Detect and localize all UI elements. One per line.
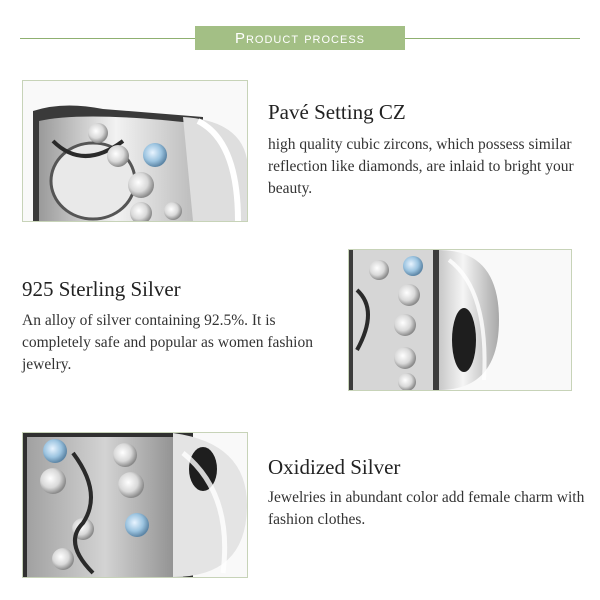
oxidized-silver-title: Oxidized Silver — [268, 455, 401, 479]
header-title: Product process — [234, 29, 365, 47]
charm-oxidized-image — [23, 433, 247, 577]
oxidized-silver-photo — [22, 432, 248, 578]
charm-closeup-image — [23, 81, 247, 221]
pave-setting-title: Pavé Setting CZ — [268, 100, 406, 124]
header-divider-right — [405, 38, 580, 39]
sterling-silver-photo — [348, 249, 572, 391]
sterling-silver-title: 925 Sterling Silver — [22, 277, 181, 301]
sterling-silver-description: An alloy of silver containing 92.5%. It is completely safe and popular as women fashion jewelry. — [22, 312, 313, 373]
pave-setting-photo — [22, 80, 248, 222]
section-header — [195, 26, 405, 50]
oxidized-silver-description: Jewelries in abundant color add female charm with fashion clothes. — [268, 489, 585, 528]
charm-side-image — [349, 250, 571, 390]
header-divider-left — [20, 38, 195, 39]
pave-setting-description: high quality cubic zircons, which possess similar reflection like diamonds, are inlaid to bright your beauty. — [268, 136, 574, 197]
